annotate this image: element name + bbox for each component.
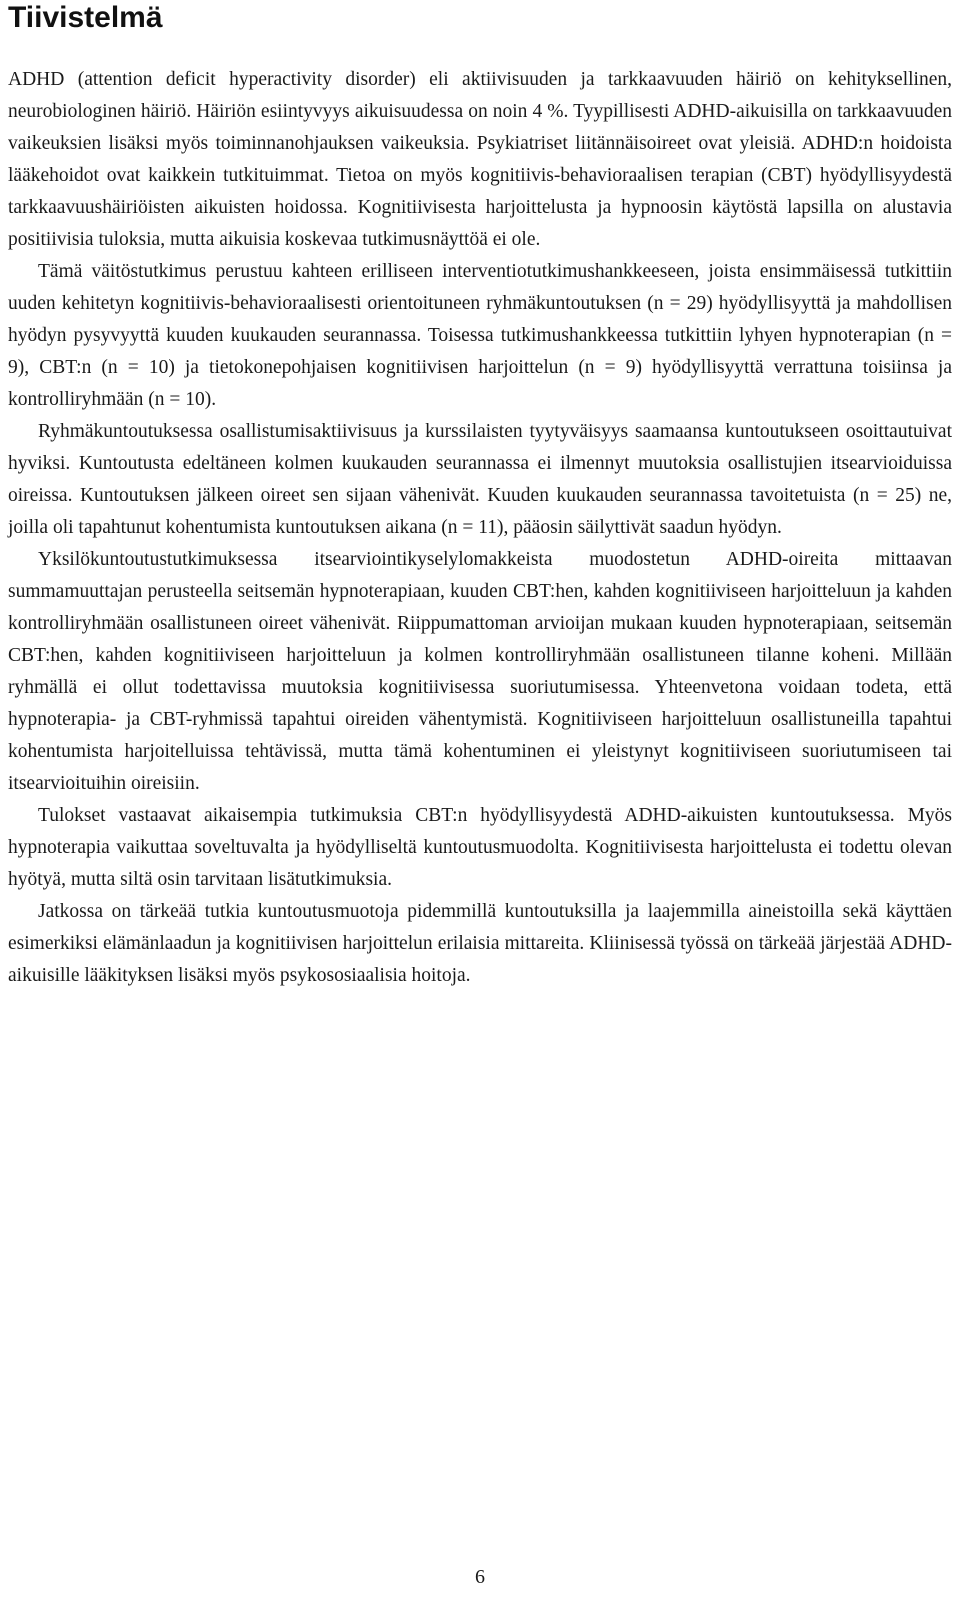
abstract-body xyxy=(8,64,952,992)
page-title: Tiivistelmä xyxy=(8,1,163,34)
paragraph-1: ADHD (attention deficit hyperactivity disorder) eli aktiivisuuden ja tarkkaavuuden häiriö on kehityksellinen, neurobiologinen häiriö. Häiriön esiintyvyys aikuisuudessa on noin 4 %. Tyypillisesti ADHD-aikuisilla on tarkkaavuuden vaikeuksien lisäksi myös toiminnanohjauksen vaikeuksia. Psykiatriset liitännäisoireet ovat yleisiä. ADHD:n hoidoista lääkehoidot ovat kaikkein tutkituimmat. Tietoa on myös kognitiivis-behavioraalisen terapian (CBT) hyödyllisyydestä tarkkaavuushäiriöisten aikuisten hoidossa. Kognitiivisesta harjoittelusta ja hypnoosin käytöstä lapsilla on alustavia positiivisia tuloksia, mutta aikuisia koskevaa tutkimusnäyttöä ei ole. xyxy=(8,69,952,250)
paragraph-3: Ryhmäkuntoutuksessa osallistumisaktiivisuus ja kurssilaisten tyytyväisyys saamaansa kuntoutukseen osoittautuivat hyviksi. Kuntoutusta edeltäneen kolmen kuukauden seurannassa ei ilmennyt muutoksia osallistujien itsearvioiduissa oireissa. Kuntoutuksen jälkeen oireet sen sijaan vähenivät. Kuuden kuukauden seurannassa tavoitetuista (n = 25) ne, joilla oli tapahtunut kohentumista kuntoutuksen aikana (n = 11), pääosin säilyttivät saadun hyödyn. xyxy=(8,421,952,538)
page-number: 6 xyxy=(475,1566,485,1588)
paragraph-6: Jatkossa on tärkeää tutkia kuntoutusmuotoja pidemmillä kuntoutuksilla ja laajemmilla aineistoilla sekä käyttäen esimerkiksi elämänlaadun ja kognitiivisen harjoittelun erilaisia mittareita. Kliinisessä työssä on tärkeää järjestää ADHD-aikuisille lääkityksen lisäksi myös psykososiaalisia hoitoja. xyxy=(8,901,952,986)
paragraph-5: Tulokset vastaavat aikaisempia tutkimuksia CBT:n hyödyllisyydestä ADHD-aikuisten kuntoutuksessa. Myös hypnoterapia vaikuttaa soveltuvalta ja hyödylliseltä kuntoutusmuodolta. Kognitiivisesta harjoittelusta ei todettu olevan hyötyä, mutta siltä osin tarvitaan lisätutkimuksia. xyxy=(8,805,952,890)
paragraph-4: Yksilökuntoutustutkimuksessa itsearviointikyselylomakkeista muodostetun ADHD-oireita mittaavan summamuuttajan perusteella seitsemän hypnoterapiaan, kuuden CBT:hen, kahden kognitiiviseen harjoitteluun ja kahden kontrolliryhmään osallistuneen oireet vähenivät. Riippumattoman arvioijan mukaan kuuden hypnoterapiaan, seitsemän CBT:hen, kahden kognitiiviseen harjoitteluun ja kolmen kontrolliryhmään osallistuneen tilanne koheni. Millään ryhmällä ei ollut todettavissa muutoksia kognitiivisessa suoriutumisessa. Yhteenvetona voidaan todeta, että hypnoterapia- ja CBT-ryhmissä tapahtui oireiden vähentymistä. Kognitiiviseen harjoitteluun osallistuneilla tapahtui kohentumista harjoitelluissa tehtävissä, mutta tämä kohentuminen ei yleistynyt kognitiiviseen suoriutumiseen tai itsearvioituihin oireisiin. xyxy=(8,549,952,794)
paragraph-2: Tämä väitöstutkimus perustuu kahteen erilliseen interventiotutkimushankkeeseen, joista ensimmäisessä tutkittiin uuden kehitetyn kognitiivis-behavioraalisesti orientoituneen ryhmäkuntoutuksen (n = 29) hyödyllisyyttä ja mahdollisen hyödyn pysyvyyttä kuuden kuukauden seurannassa. Toisessa tutkimushankkeessa tutkittiin lyhyen hypnoterapian (n = 9), CBT:n (n = 10) ja tietokonepohjaisen kognitiivisen harjoittelun (n = 9) hyödyllisyyttä verrattuna toisiinsa ja kontrolliryhmään (n = 10). xyxy=(8,261,952,410)
